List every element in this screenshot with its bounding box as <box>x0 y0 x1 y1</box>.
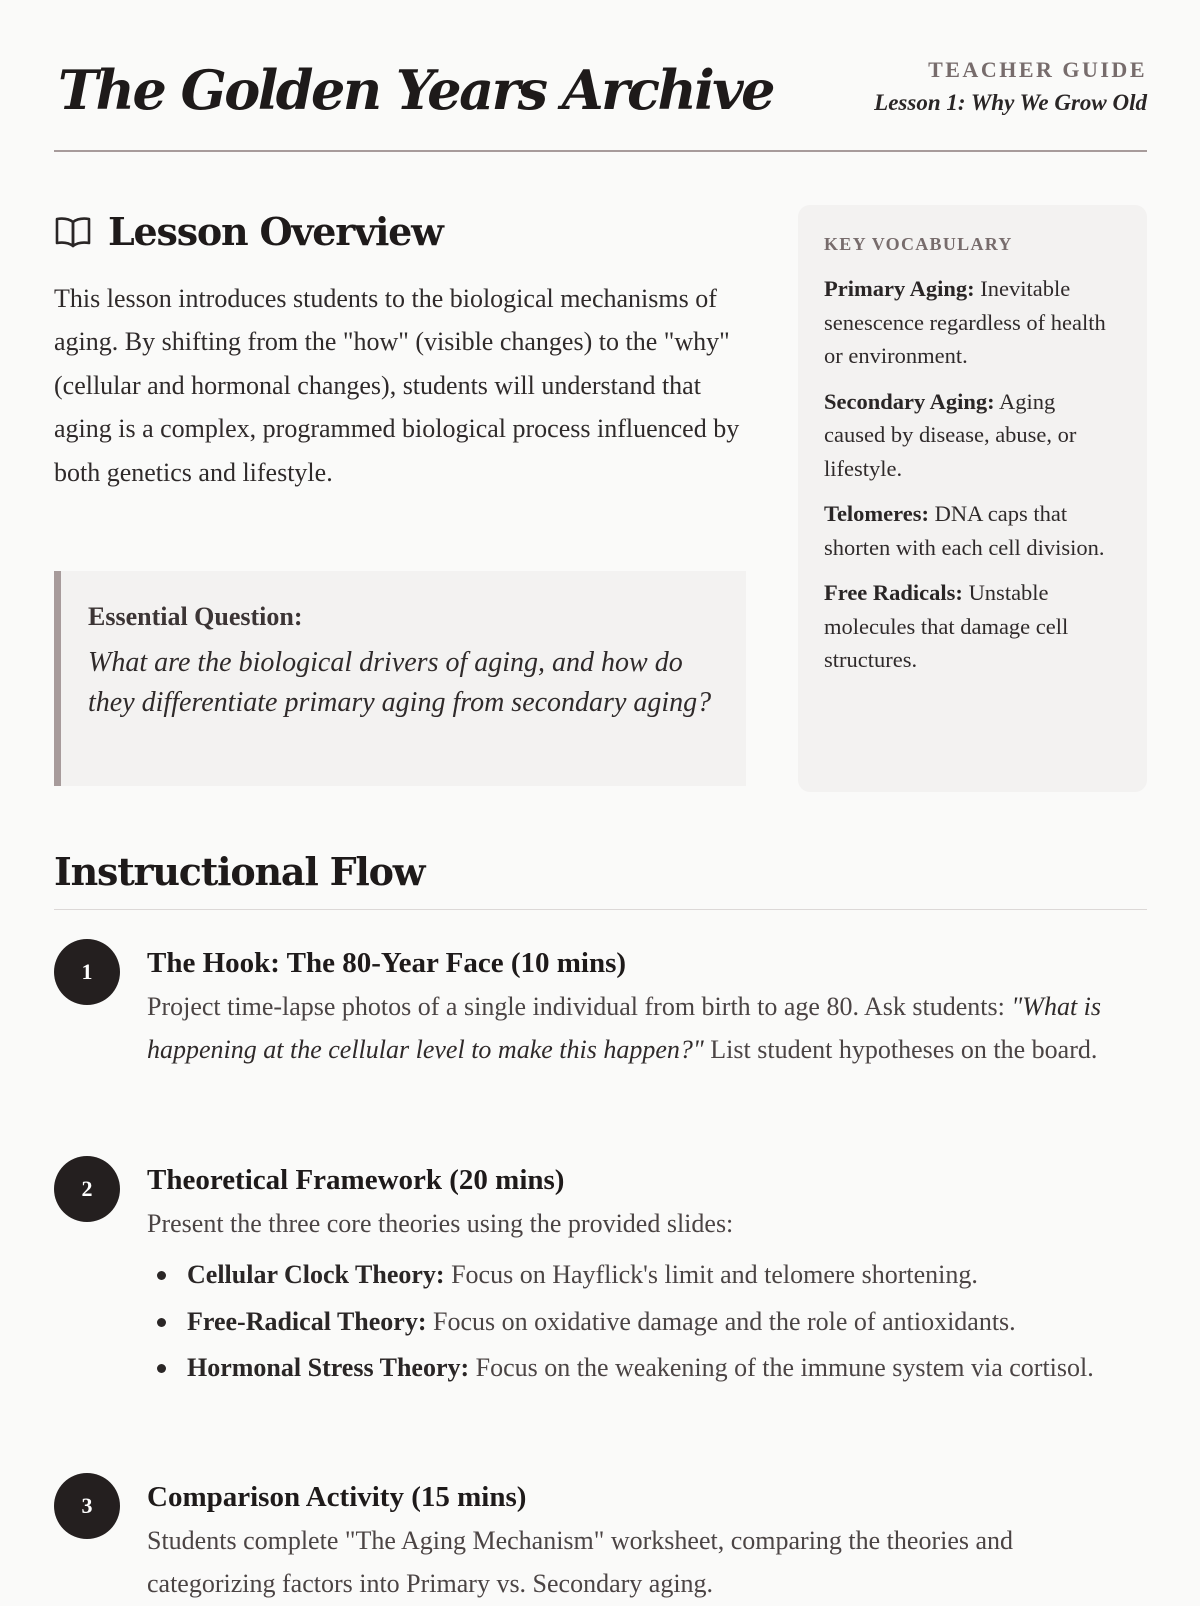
theory-list <box>147 1255 1147 1388</box>
essential-question <box>54 571 746 786</box>
step-description: Present the three core theories using the provided slides: <box>147 1209 734 1238</box>
step-number-badge: 2 <box>54 1156 120 1222</box>
list-item-term: Free-Radical Theory: <box>187 1306 427 1336</box>
list-item-text: Focus on the weakening of the immune system via cortisol. <box>469 1353 1094 1382</box>
key-vocabulary <box>798 205 1147 792</box>
vocabulary-item <box>824 272 1121 373</box>
list-item <box>187 1255 1147 1295</box>
open-book-icon <box>55 216 91 248</box>
vocabulary-definition: DNA caps that shorten with each cell division. <box>824 501 1105 560</box>
step-description-quote: "What is happening at the cellular level to make this happen?" <box>147 992 1102 1065</box>
instructional-flow-heading <box>54 846 1147 910</box>
guide-meta <box>874 57 1147 119</box>
step-title: The Hook: The 80-Year Face (10 mins) <box>147 947 627 979</box>
instructional-flow-title: Instructional Flow <box>54 849 425 894</box>
vocabulary-definition: Unstable molecules that damage cell structures. <box>824 580 1069 672</box>
step-body <box>147 1160 1147 1394</box>
step-body <box>147 1477 1147 1606</box>
vocabulary-title: KEY VOCABULARY <box>824 234 1013 254</box>
guide-label: TEACHER GUIDE <box>928 57 1147 82</box>
list-item-text: Focus on oxidative damage and the role of antioxidants. <box>426 1306 1016 1336</box>
overview-title: Lesson Overview <box>108 209 443 254</box>
vocabulary-term: Secondary Aging: <box>824 388 995 414</box>
vocabulary-term: Primary Aging: <box>824 276 975 301</box>
step-number-badge: 1 <box>54 939 120 1005</box>
step-body <box>147 943 1147 1072</box>
step-description: Students complete "The Aging Mechanism" worksheet, comparing the theories and categorizing factors into Primary vs. Secondary aging. <box>147 1526 1014 1599</box>
page <box>54 0 1147 1600</box>
lesson-title: Lesson 1: Why We Grow Old <box>874 90 1147 115</box>
essential-question-text: What are the biological drivers of aging, and how do they differentiate primary aging from secondary aging? <box>88 647 712 718</box>
vocabulary-definition: Aging caused by disease, abuse, or lifestyle. <box>824 388 1077 481</box>
vocabulary-term: Free Radicals: <box>824 580 963 605</box>
vocabulary-item <box>824 497 1121 564</box>
step-description-text: Project time-lapse photos of a single individual from birth to age 80. Ask students: <box>147 992 1012 1021</box>
vocabulary-item <box>824 385 1121 486</box>
list-item-text: Focus on Hayflick's limit and telomere shortening. <box>444 1260 978 1290</box>
bullet-icon <box>157 1271 166 1280</box>
step-description-text: List student hypotheses on the board. <box>703 1035 1098 1065</box>
site-title: The Golden Years Archive <box>58 58 774 122</box>
list-item-term: Cellular Clock Theory: <box>187 1260 445 1290</box>
bullet-icon <box>157 1318 166 1327</box>
bullet-icon <box>157 1364 166 1373</box>
step-title: Theoretical Framework (20 mins) <box>147 1164 565 1196</box>
list-item <box>187 1302 1147 1342</box>
essential-question-label: Essential Question: <box>88 602 303 631</box>
overview-heading <box>54 205 746 259</box>
vocabulary-item <box>824 576 1121 677</box>
step-number-badge: 3 <box>54 1473 120 1539</box>
vocabulary-definition: Inevitable senescence regardless of health or environment. <box>824 276 1106 368</box>
list-item-term: Hormonal Stress Theory: <box>187 1353 470 1382</box>
page-header <box>54 50 1147 152</box>
step-title: Comparison Activity (15 mins) <box>147 1481 527 1513</box>
list-item <box>187 1348 1147 1388</box>
step-description <box>147 985 1147 1072</box>
lesson-overview <box>54 205 746 718</box>
overview-text: This lesson introduces students to the biological mechanisms of aging. By shifting from the "how" (visible changes) to the "why" (cellular and hormonal changes), students will understand that aging is a complex, programmed biological process influenced by both genetics and lifestyle. <box>54 284 740 487</box>
vocabulary-term: Telomeres: <box>824 501 929 526</box>
